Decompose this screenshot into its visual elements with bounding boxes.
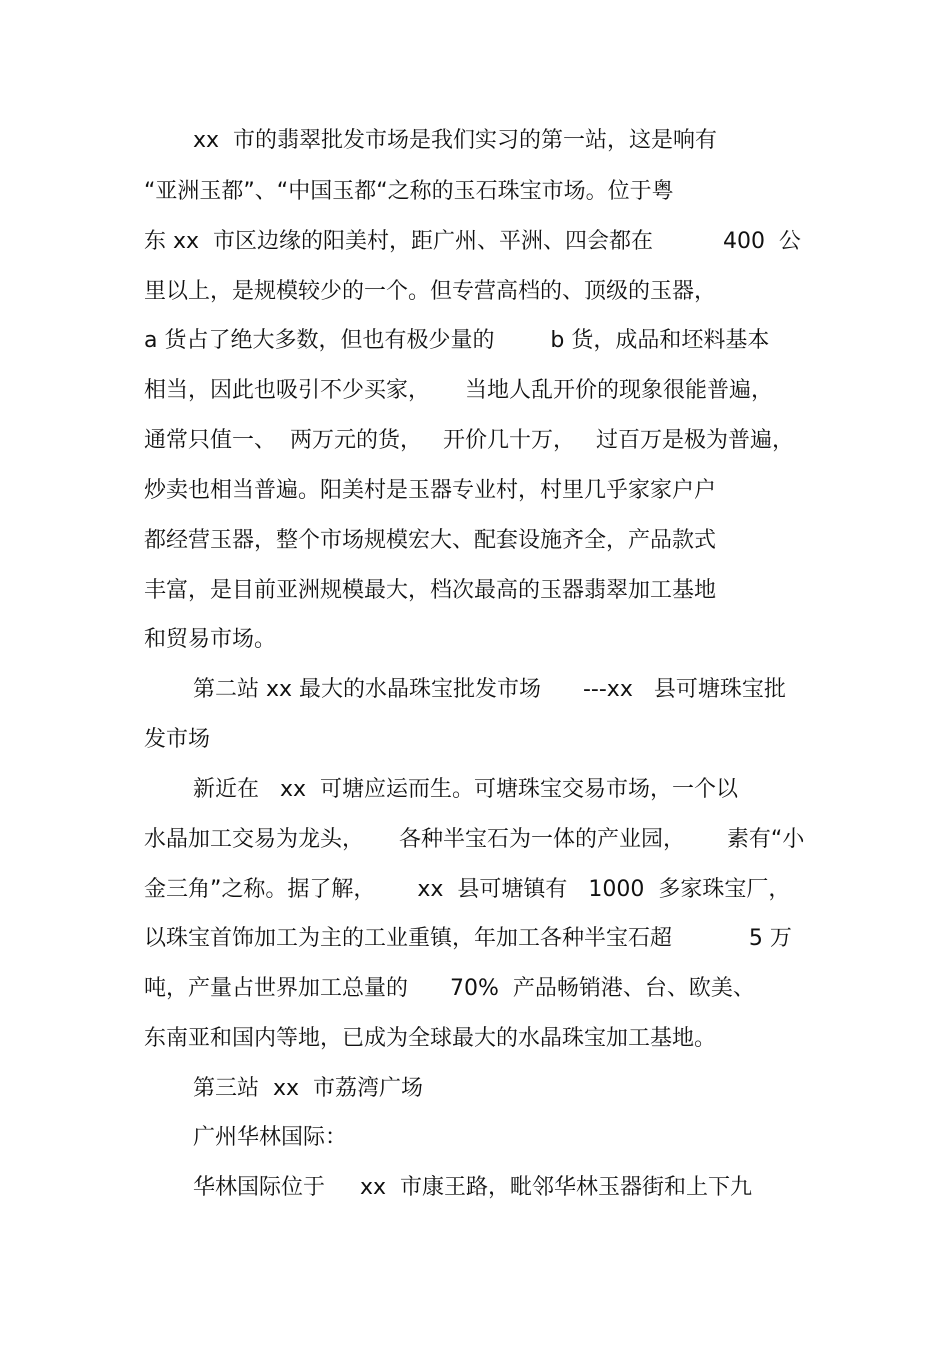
paragraph-1-line-5: a 货占了绝大多数，但也有极少量的 b 货，成品和坯料基本 [144, 328, 770, 353]
paragraph-1-line-11: 和贸易市场。 [144, 627, 277, 652]
paragraph-2-line-4: 以珠宝首饰加工为主的工业重镇，年加工各种半宝石超 5 万 [144, 926, 792, 951]
paragraph-1-line-9: 都经营玉器，整个市场规模宏大、配套设施齐全，产品款式 [144, 528, 717, 553]
paragraph-2-line-1: 新近在 xx 可塘应运而生。可塘珠宝交易市场，一个以 [193, 777, 739, 802]
section-2-heading-line-1: 第二站 xx 最大的水晶珠宝批发市场 ---xx 县可塘珠宝批 [193, 677, 786, 702]
section-3-heading: 第三站 xx 市荔湾广场 [193, 1076, 424, 1101]
paragraph-1-line-3: 东 xx 市区边缘的阳美村，距广州、平洲、四会都在 400 公 [144, 229, 801, 254]
paragraph-1-line-4: 里以上，是规模较少的一个。但专营高档的、顶级的玉器， [144, 279, 717, 304]
paragraph-2-line-6: 东南亚和国内等地，已成为全球最大的水晶珠宝加工基地。 [144, 1026, 717, 1051]
paragraph-2-line-3: 金三角”之称。据了解， xx 县可塘镇有 1000 多家珠宝厂， [144, 877, 791, 902]
subsection-heading: 广州华林国际： [193, 1125, 348, 1150]
paragraph-1-line-10: 丰富，是目前亚洲规模最大，档次最高的玉器翡翠加工基地 [144, 578, 717, 603]
paragraph-3-line-1: 华林国际位于 xx 市康王路，毗邻华林玉器街和上下九 [193, 1175, 752, 1200]
section-2-heading-line-2: 发市场 [144, 727, 211, 752]
paragraph-2-line-2: 水晶加工交易为龙头， 各种半宝石为一体的产业园， 素有“小 [144, 827, 805, 852]
paragraph-1-line-7: 通常只值一、 两万元的货， 开价几十万， 过百万是极为普遍， [144, 428, 794, 453]
paragraph-1-line-8: 炒卖也相当普遍。阳美村是玉器专业村，村里几乎家家户户 [144, 478, 717, 503]
paragraph-1-line-1: xx 市的翡翠批发市场是我们实习的第一站，这是响有 [193, 128, 718, 153]
paragraph-1-line-2: “亚洲玉都”、“中国玉都“之称的玉石珠宝市场。位于粤 [144, 179, 674, 204]
paragraph-1-line-6: 相当，因此也吸引不少买家， 当地人乱开价的现象很能普遍， [144, 378, 773, 403]
paragraph-2-line-5: 吨，产量占世界加工总量的 70% 产品畅销港、台、欧美、 [144, 976, 755, 1001]
